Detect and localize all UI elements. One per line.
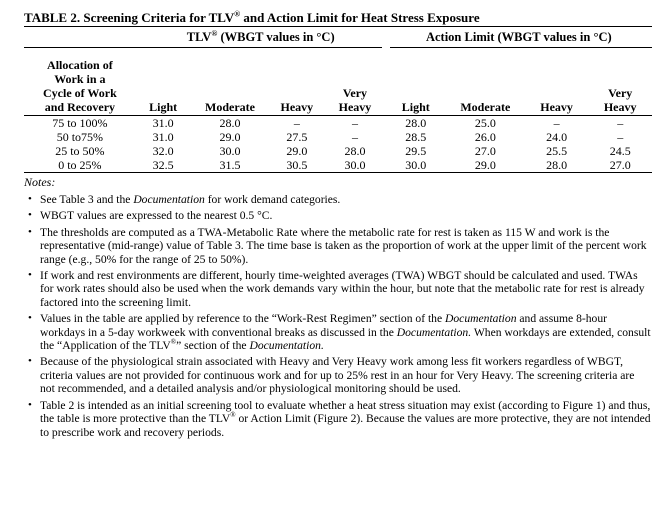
note-item (40, 269, 652, 309)
table-cell: 28.5 (405, 130, 427, 144)
table-cell: 25.0 (474, 116, 496, 130)
column-header (386, 48, 446, 116)
registered-mark: ® (234, 9, 241, 19)
note-text: When workdays are extended, consult the “Application of the TLV (40, 325, 651, 353)
note-text: or Action Limit (Figure 2). Because the values are more protective, they are not intended to prescribe work and recovery periods. (40, 412, 651, 439)
note-text: Table 2 is intended as an initial screening tool to evaluate whether a heat stress situation may exist (according to Figure 1) and thus, the table is more protective than the TLV (40, 398, 651, 426)
table-cell: 31.0 (152, 130, 174, 144)
note-item (40, 209, 652, 222)
table-cell: 28.0 (405, 116, 427, 130)
row-header-allocation (24, 48, 136, 116)
note-text: WBGT values are expressed to the nearest 0.5 °C. (40, 209, 273, 223)
table-cell: – (351, 116, 358, 130)
column-header (446, 48, 525, 116)
row-header-line: Cycle of Work (43, 86, 117, 100)
note-item (40, 312, 652, 352)
column-header-line: Heavy (540, 100, 573, 114)
note-text: ” section of the (176, 339, 250, 353)
note-text: Values in the table are applied by reference to the “Work-Rest Regimen” section of the (40, 312, 446, 326)
row-header-line: Work in a (54, 72, 106, 86)
table-cell: – (617, 130, 624, 144)
table-cell: 30.0 (324, 158, 385, 173)
header-spacer (24, 27, 136, 48)
column-header-line: Very (608, 86, 633, 100)
table-cell: – (553, 116, 560, 130)
table-cell: – (617, 116, 624, 130)
table-row (24, 116, 652, 131)
group-header-action-limit: Action Limit (WBGT values in °C) (425, 29, 612, 44)
note-text: and assume 8-hour workdays in a 5-day workweek with conventional breaks as discussed in the (40, 312, 607, 339)
column-header-line: Light (149, 100, 178, 114)
column-header-line: Very (342, 86, 368, 100)
column-header (588, 48, 652, 116)
column-header (269, 48, 324, 116)
row-header-line: Allocation of (47, 58, 113, 72)
table-cell: – (351, 130, 358, 144)
row-header-line: and Recovery (44, 100, 116, 114)
note-text: for work demand categories. (204, 193, 341, 206)
table-cell: 30.5 (269, 158, 324, 173)
table-cell: 29.5 (405, 144, 427, 158)
table-cell: 25.5 (546, 144, 568, 158)
table-cell: 28.0 (525, 158, 589, 173)
registered-mark: ® (170, 338, 177, 347)
table-cell: 27.0 (588, 158, 652, 173)
table-cell: 27.0 (474, 144, 496, 158)
group-header-tlv (136, 27, 386, 48)
table-cell: 26.0 (474, 130, 496, 144)
note-text: If work and rest environments are different, hourly time-weighted averages (TWA) WBGT should be calculated and used. TWAs for work rates should also be used when the work demands vary within the hour, but note that the metabolic rate for rest is already factored into the screening limit. (40, 269, 645, 309)
table-cell: 30.0 (386, 158, 446, 173)
note-text: Documentation (133, 193, 205, 206)
screening-criteria-table (24, 27, 652, 173)
column-header (191, 48, 270, 116)
table-title-tail: and Action Limit for Heat Stress Exposure (240, 10, 480, 25)
row-label: 75 to 100% (52, 116, 108, 130)
table-cell: – (293, 116, 300, 130)
note-text: Documentation (445, 312, 517, 326)
table-cell: 28.0 (219, 116, 241, 130)
table-row (24, 144, 652, 158)
note-item (40, 399, 652, 439)
note-text: See Table 3 and the (40, 193, 134, 206)
note-item (40, 355, 652, 395)
column-header-line: Heavy (338, 100, 372, 114)
table-cell: 27.5 (286, 130, 308, 144)
column-header-line: Light (401, 100, 430, 114)
document-page (24, 10, 652, 442)
note-text: Because of the physiological strain associated with Heavy and Very Heavy work among less fit workers regardless of WBGT, criteria values are not provided for continuous work and for up to 25% rest in an hour for Very Heavy. The screening criteria are not recommended, and a detailed analysis and/or physiological monitoring should be used. (40, 355, 635, 396)
table-cell: 29.0 (446, 158, 525, 173)
group-tlv-tail: (WBGT values in °C) (217, 29, 335, 44)
table-cell: 24.5 (609, 144, 631, 158)
table-cell: 29.0 (286, 144, 308, 158)
table-cell: 28.0 (344, 144, 366, 158)
note-item (40, 226, 652, 266)
note-item (40, 193, 652, 206)
column-header-line: Heavy (603, 100, 637, 114)
table-cell: 30.0 (219, 144, 241, 158)
column-header (525, 48, 589, 116)
notes-label: Notes: (24, 175, 56, 189)
table-row (24, 158, 652, 173)
note-text: Documentation. (396, 325, 472, 339)
row-label: 25 to 50% (55, 144, 105, 158)
column-header-line: Heavy (280, 100, 314, 114)
group-tlv-label: TLV (186, 29, 212, 44)
notes-list (24, 193, 652, 439)
column-header (324, 48, 385, 116)
table-cell: 32.5 (136, 158, 191, 173)
registered-mark: ® (230, 411, 236, 420)
row-label: 50 to75% (56, 130, 104, 144)
note-text: Documentation. (249, 339, 324, 353)
table-title-main: TABLE 2. Screening Criteria for TLV (24, 10, 235, 25)
column-header-line: Moderate (460, 100, 511, 114)
registered-mark: ® (211, 28, 218, 38)
table-cell: 31.0 (152, 116, 174, 130)
column-header-line: Moderate (205, 100, 255, 114)
row-label: 0 to 25% (24, 158, 136, 173)
table-row (24, 130, 652, 144)
note-text: The thresholds are computed as a TWA-Metabolic Rate where the metabolic rate for rest is taken as 115 W and work is the representative (mid-range) value of Table 3. The time base is taken as the proportion of work at the upper limit of the percent work range (e.g., 50% for the range of 25 to 50%). (40, 225, 647, 266)
table-cell: 32.0 (152, 144, 174, 158)
table-cell: 31.5 (191, 158, 270, 173)
table-cell: 24.0 (546, 130, 568, 144)
column-header (136, 48, 191, 116)
table-cell: 29.0 (219, 130, 241, 144)
table-title (24, 10, 652, 26)
